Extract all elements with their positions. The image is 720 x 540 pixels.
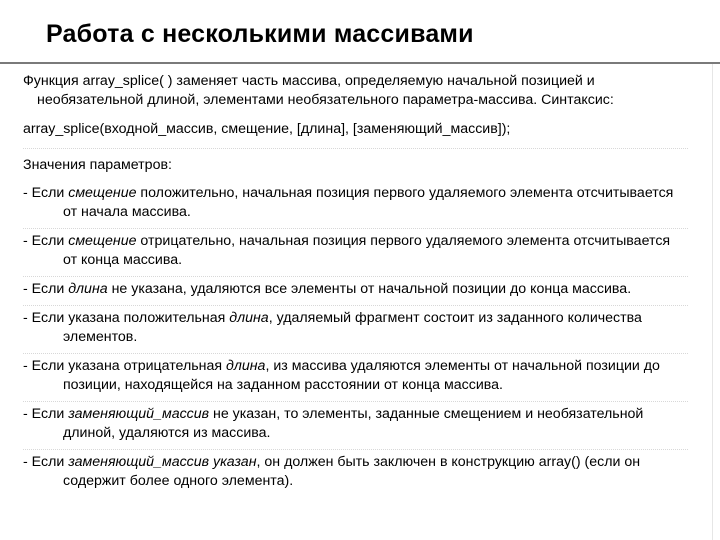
item-emphasis: заменяющий_массив [68,406,210,422]
item-text: - Если [23,454,69,470]
function-label: Функция array_splice( ) [23,73,173,89]
list-item [23,401,688,443]
list-item [23,228,688,270]
item-emphasis: длина [229,310,269,326]
item-emphasis: длина [226,358,266,374]
content-right-border [712,64,713,540]
item-text: отрицательно, начальная позиция первого удаляемого элемента отсчитывается от конца массива. [63,233,671,268]
item-emphasis: длина [68,281,108,297]
item-text: - Если [23,406,69,422]
params-heading: Значения параметров: [23,157,172,173]
item-text: положительно, начальная позиция первого удаляемого элемента отсчитывается от начала массива. [63,185,674,220]
item-emphasis: смещение [68,185,137,201]
intro-paragraph [23,72,688,110]
function-description: заменяет часть массива, определяемую начальной позицией и необязательной длиной, элементами необязательного параметра-массива. Синтаксис: [37,73,614,108]
item-text: - Если указана положительная [23,310,230,326]
page-title: Работа с несколькими массивами [46,20,474,48]
separator [23,148,688,150]
list-item [23,305,688,347]
item-text: , удаляемый фрагмент состоит из заданного количества элементов. [63,310,642,345]
list-item [23,181,688,222]
item-text: - Если указана отрицательная [23,358,226,374]
item-text: , он должен быть заключен в конструкцию array() (если он содержит более одного элемента). [63,454,641,489]
list-item [23,449,688,491]
params-list [23,181,688,491]
item-text: не указана, удаляются все элементы от начальной позиции до конца массива. [107,281,632,297]
list-item [23,276,688,299]
syntax-line: array_splice(входной_массив, смещение, [длина], [заменяющий_массив]); [23,121,511,137]
item-text: - Если [23,185,69,201]
item-text: не указан, то элементы, заданные смещением и необязательной длиной, удаляются из массива. [63,406,644,441]
list-item [23,353,688,395]
item-emphasis: смещение [68,233,137,249]
item-text: - Если [23,233,69,249]
document-body [23,72,688,497]
item-text: , из массива удаляются элементы от начальной позиции до позиции, находящейся на заданном расстоянии от конца массива. [63,358,660,393]
item-emphasis: заменяющий_массив указан [68,454,257,470]
title-divider [0,62,720,64]
item-text: - Если [23,281,69,297]
